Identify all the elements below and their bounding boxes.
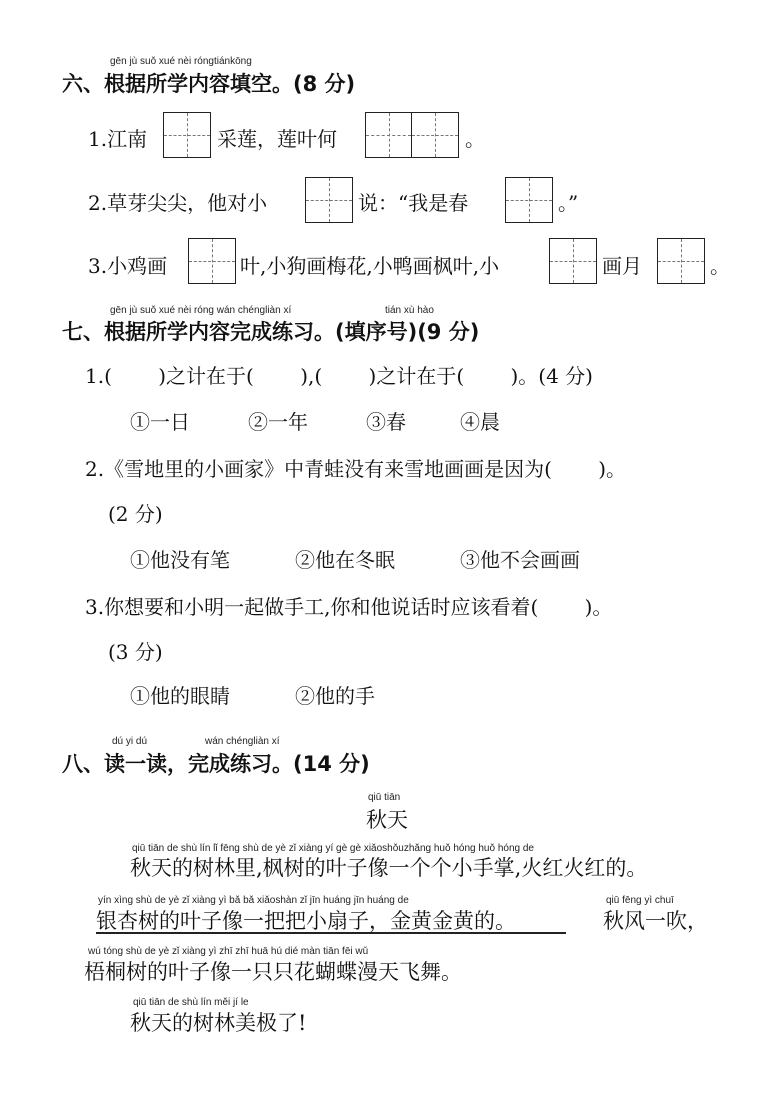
- q7-3-option: ②他的手: [295, 684, 375, 708]
- section6-pinyin: gēn jù suǒ xué nèi róngtiánkōng: [110, 56, 252, 67]
- q7-2-option: ②他在冬眠: [295, 548, 395, 572]
- q6-1-text-a: 1.江南: [88, 127, 148, 151]
- q6-3-text-c: 画月: [602, 254, 642, 278]
- q6-2-text-b: 说：“我是春: [358, 191, 469, 215]
- q7-1-text: 1.( )之计在于( ),( )之计在于( )。(4 分): [85, 364, 593, 388]
- answer-box[interactable]: [657, 238, 705, 284]
- passage-line-pinyin-2: qiū fēng yì chuī: [606, 895, 674, 906]
- q6-1-text-c: 。: [465, 127, 485, 151]
- section6-title: 六、根据所学内容填空。(8 分): [62, 72, 356, 96]
- passage-line-pinyin: yín xìng shù de yè zǐ xiàng yì bǎ bǎ xiǎoshàn zǐ jīn huáng jīn huáng de: [98, 895, 409, 906]
- passage-line-underlined: 银杏树的叶子像一把把小扇子，金黄金黄的。: [96, 909, 516, 933]
- section8-pinyin-2: wán chéngliàn xí: [205, 736, 280, 747]
- answer-box[interactable]: [305, 177, 353, 223]
- q6-2-text-c: 。”: [558, 191, 579, 215]
- q6-3-text-b: 叶,小狗画梅花,小鸭画枫叶,小: [240, 254, 500, 278]
- q7-2-text: 2.《雪地里的小画家》中青蛙没有来雪地画画是因为( )。: [85, 457, 627, 481]
- q7-3-score: (3 分): [108, 640, 163, 664]
- q7-1-option: ①一日: [130, 410, 190, 434]
- passage-line-pinyin: wú tóng shù de yè zǐ xiàng yì zhī zhī huā hú dié màn tiān fēi wǔ: [88, 946, 369, 957]
- section7-pinyin: gēn jù suǒ xué nèi róng wán chéngliàn xí: [110, 305, 292, 316]
- q7-1-option: ②一年: [248, 410, 308, 434]
- section8-title: 八、读一读，完成练习。(14 分): [62, 752, 370, 776]
- q6-1-text-b: 采莲，莲叶何: [217, 127, 337, 151]
- passage-line-pinyin: qiū tiān de shù lín měi jí le: [133, 997, 249, 1008]
- passage-line: 秋天的树林里,枫树的叶子像一个个小手掌,火红火红的。: [130, 856, 648, 880]
- q7-1-option: ④晨: [460, 410, 500, 434]
- passage-title: 秋天: [366, 808, 408, 832]
- q6-3-text-a: 3.小鸡画: [88, 254, 168, 278]
- passage-line: 梧桐树的叶子像一只只花蝴蝶漫天飞舞。: [84, 960, 462, 984]
- q7-2-score: (2 分): [108, 502, 163, 526]
- q6-2-text-a: 2.草芽尖尖，他对小: [88, 191, 268, 215]
- passage-title-pinyin: qiū tiān: [368, 792, 401, 803]
- answer-box[interactable]: [188, 238, 236, 284]
- underline: [96, 932, 566, 934]
- section7-title: 七、根据所学内容完成练习。(填序号)(9 分): [62, 320, 480, 344]
- q6-3-text-d: 。: [710, 254, 730, 278]
- answer-box[interactable]: [505, 177, 553, 223]
- q7-2-option: ③他不会画画: [460, 548, 580, 572]
- passage-line-pinyin: qiū tiān de shù lín lǐ fēng shù de yè zǐ xiàng yí gè gè xiǎoshǒuzhǎng huǒ hóng huǒ hóng de: [132, 843, 534, 854]
- q7-1-option: ③春: [366, 410, 406, 434]
- q7-3-option: ①他的眼睛: [130, 684, 230, 708]
- q7-2-option: ①他没有笔: [130, 548, 230, 572]
- q7-3-text: 3.你想要和小明一起做手工,你和他说话时应该看着( )。: [85, 595, 613, 619]
- answer-box[interactable]: [549, 238, 597, 284]
- answer-box[interactable]: [163, 112, 211, 158]
- section8-pinyin: dú yi dú: [112, 736, 148, 747]
- section7-pinyin-2: tián xù hào: [385, 305, 434, 316]
- passage-line: 秋天的树林美极了!: [130, 1011, 307, 1035]
- passage-line: 秋风一吹，: [603, 909, 708, 933]
- answer-box[interactable]: [365, 112, 459, 158]
